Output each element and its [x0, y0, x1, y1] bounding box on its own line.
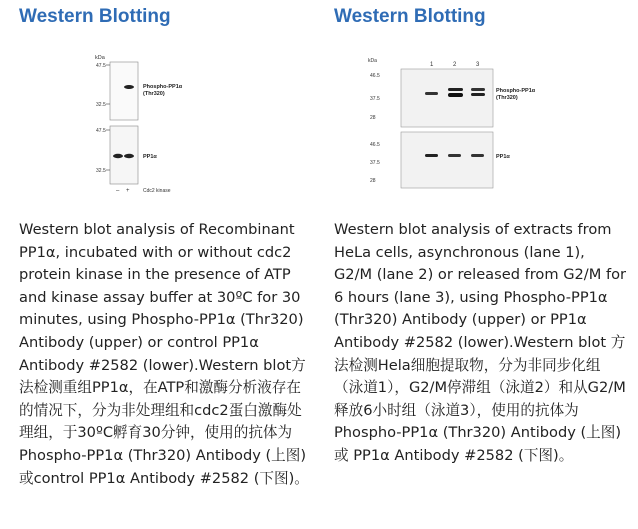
- kda-header: kDa: [368, 58, 377, 64]
- lane-number: 2: [453, 62, 457, 68]
- lane-number: 1: [430, 62, 434, 68]
- western-blot-image: [368, 56, 568, 195]
- pp1a-band-lane2: [124, 154, 134, 158]
- phospho-band-lane2-lower: [448, 93, 463, 97]
- upper-marker: 37.5: [370, 96, 380, 102]
- lane-sign: –: [116, 188, 120, 194]
- upper-marker: 28: [370, 115, 376, 121]
- phospho-band-lane3-lower: [471, 93, 485, 96]
- pp1a-band-lane1: [113, 154, 123, 158]
- figure-description: Western blot analysis of extracts from HeLa cells, asynchronous (lane 1), G2/M (lane 2) or released from G2/M for 6 hours (lane 3), using Phospho-PP1α (Thr320) Antibody (upper) or PP1α Antibody #2582 (lower).Western blot 方法检测Hela细胞提取物，分为非同步化组（泳道1），G2/M停滞组（泳道2）和从G2/M释放6小时组（泳道3），使用的抗体为Phospho-PP1α (Thr320) Antibody (上图) 或 PP1α Antibody #2582 (下图)。: [334, 221, 627, 464]
- pp1a-band-lane2: [448, 154, 461, 157]
- upper-blot-panel: [110, 62, 138, 120]
- lower-marker: 47.5: [96, 128, 106, 134]
- section-title: Western Blotting: [334, 6, 486, 27]
- upper-band-label: Phospho-PP1α: [496, 88, 536, 94]
- lower-band-label: PP1α: [496, 154, 510, 160]
- figure-description: Western blot analysis of Recombinant PP1α, incubated with or without cdc2 protein kinase in the presence of ATP and kinase assay buffer at 30ºC for 30 minutes, using Phospho-PP1α (Thr320) Antibody (upper) or control PP1α Antibody #2582 (lower).Western blot方法检测重组PP1α，在ATP和激酶分析液存在的情况下，分为非处理组和cdc2蛋白激酶处理组，于30ºC孵育30分钟，使用的抗体为Phospho-PP1α (Thr320) Antibody (上图) 或control PP1α Antibody #2582 (下图)。: [19, 221, 309, 487]
- lower-marker: 32.5: [96, 168, 106, 174]
- lower-blot-panel: [401, 132, 493, 188]
- upper-marker: 32.5: [96, 102, 106, 108]
- phospho-band-lane2: [124, 85, 134, 89]
- blot-figure: [368, 56, 568, 191]
- lower-band-label: PP1α: [143, 154, 157, 160]
- upper-marker: 47.5: [96, 63, 106, 69]
- lane-number: 3: [476, 62, 480, 68]
- western-blot-image: [95, 44, 225, 198]
- pp1a-band-lane3: [471, 154, 484, 157]
- kda-header: kDa: [95, 55, 105, 61]
- phospho-band-lane2-upper: [448, 88, 463, 91]
- upper-blot-panel: [401, 69, 493, 127]
- pp1a-band-lane1: [425, 154, 438, 157]
- phospho-band-lane1: [425, 92, 438, 95]
- lower-marker: 37.5: [370, 160, 380, 166]
- lower-marker: 46.5: [370, 142, 380, 148]
- treatment-label: Cdc2 kinase: [143, 188, 171, 194]
- upper-band-label: (Thr320): [496, 95, 518, 101]
- upper-marker: 46.5: [370, 73, 380, 79]
- section-title: Western Blotting: [19, 6, 171, 27]
- upper-band-label: (Thr320): [143, 91, 165, 97]
- phospho-band-lane3-upper: [471, 88, 485, 91]
- lane-sign: +: [126, 188, 130, 194]
- lower-marker: 28: [370, 178, 376, 184]
- upper-band-label: Phospho-PP1α: [143, 84, 183, 90]
- blot-figure: [95, 44, 225, 194]
